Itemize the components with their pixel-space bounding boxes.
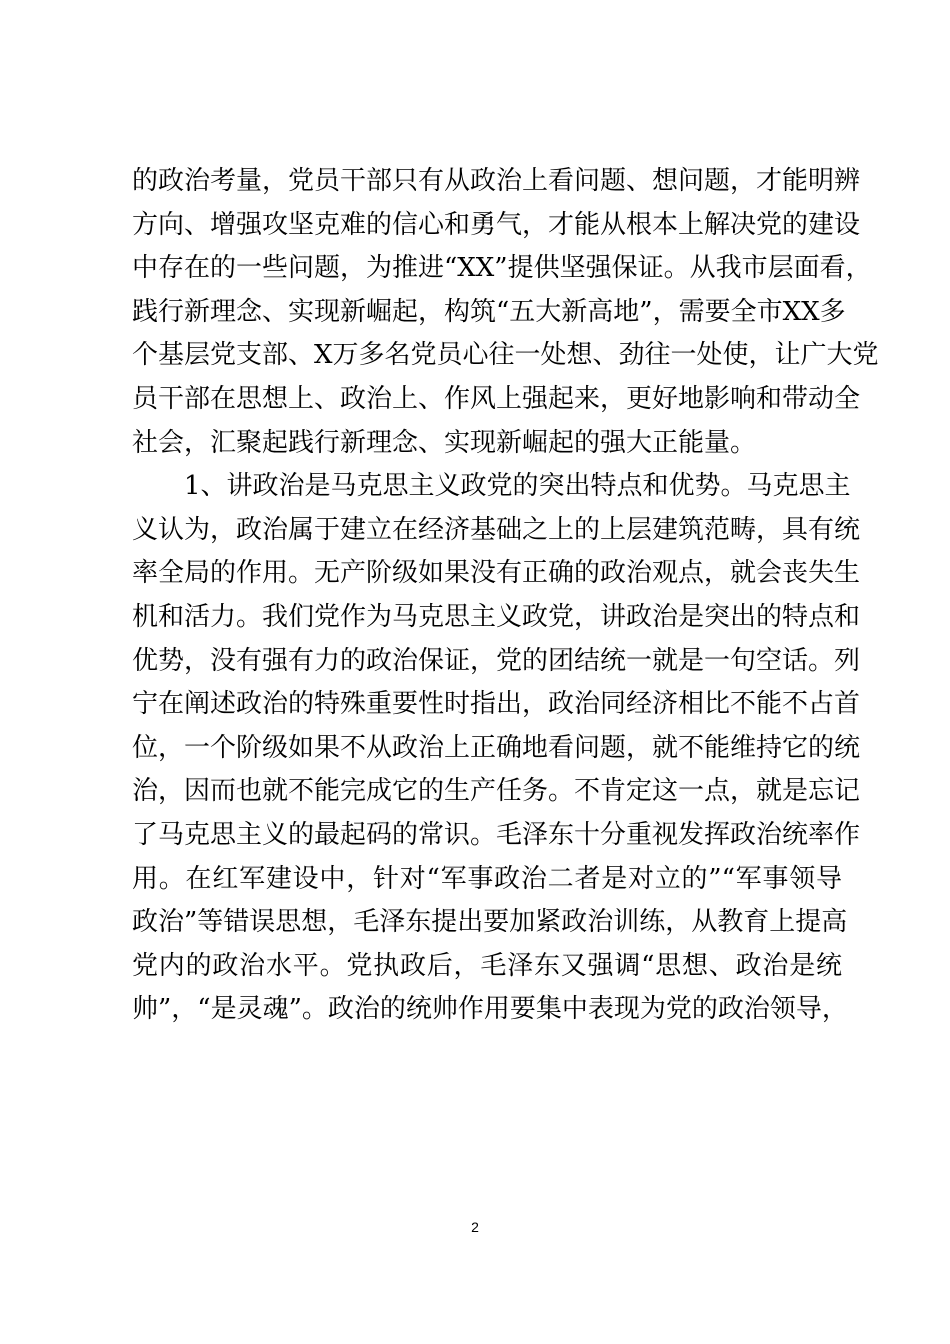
text-line: 政治”等错误思想，毛泽东提出要加紧政治训练，从教育上提高 [132,907,848,938]
text-line: 率全局的作用。无产阶级如果没有正确的政治观点，就会丧失生 [132,558,861,589]
text-line: 用。在红军建设中，针对“军事政治二者是对立的”“军事领导 [132,863,842,894]
text-line: 义认为，政治属于建立在经济基础之上的上层建筑范畴，具有统 [132,514,861,545]
page-number: 2 [471,1219,479,1235]
text-line: 优势，没有强有力的政治保证，党的团结统一就是一句空话。列 [132,645,861,676]
text-line: 中存在的一些问题，为推进“XX”提供坚强保证。从我市层面看， [132,253,872,284]
text-line: 机和活力。我们党作为马克思主义政党，讲政治是突出的特点和 [132,601,861,632]
text-line: 帅”，“是灵魂”。政治的统帅作用要集中表现为党的政治领导， [132,994,848,1025]
text-line-paragraph-end: 社会，汇聚起践行新理念、实现新崛起的强大正能量。 [132,427,757,458]
text-line: 了马克思主义的最起码的常识。毛泽东十分重视发挥政治统率作 [132,819,861,850]
text-line: 个基层党支部、X万多名党员心往一处想、劲往一处使，让广大党 [132,340,879,371]
text-line: 党内的政治水平。党执政后，毛泽东又强调“思想、政治是统 [132,950,842,981]
text-line: 位，一个阶级如果不从政治上正确地看问题，就不能维持它的统 [132,732,861,763]
text-line: 践行新理念、实现新崛起，构筑“五大新高地”，需要全市XX多 [132,296,846,327]
text-line: 员干部在思想上、政治上、作风上强起来，更好地影响和带动全 [132,383,861,414]
text-line: 治，因而也就不能完成它的生产任务。不肯定这一点，就是忘记 [132,776,861,807]
text-line-paragraph-start: 1、讲政治是马克思主义政党的突出特点和优势。马克思主 [184,471,851,502]
text-line: 方向、增强攻坚克难的信心和勇气，才能从根本上解决党的建设 [132,209,861,240]
text-line: 宁在阐述政治的特殊重要性时指出，政治同经济相比不能不占首 [132,689,861,720]
text-line: 的政治考量，党员干部只有从政治上看问题、想问题，才能明辨 [132,166,861,196]
body-text [132,160,879,1032]
